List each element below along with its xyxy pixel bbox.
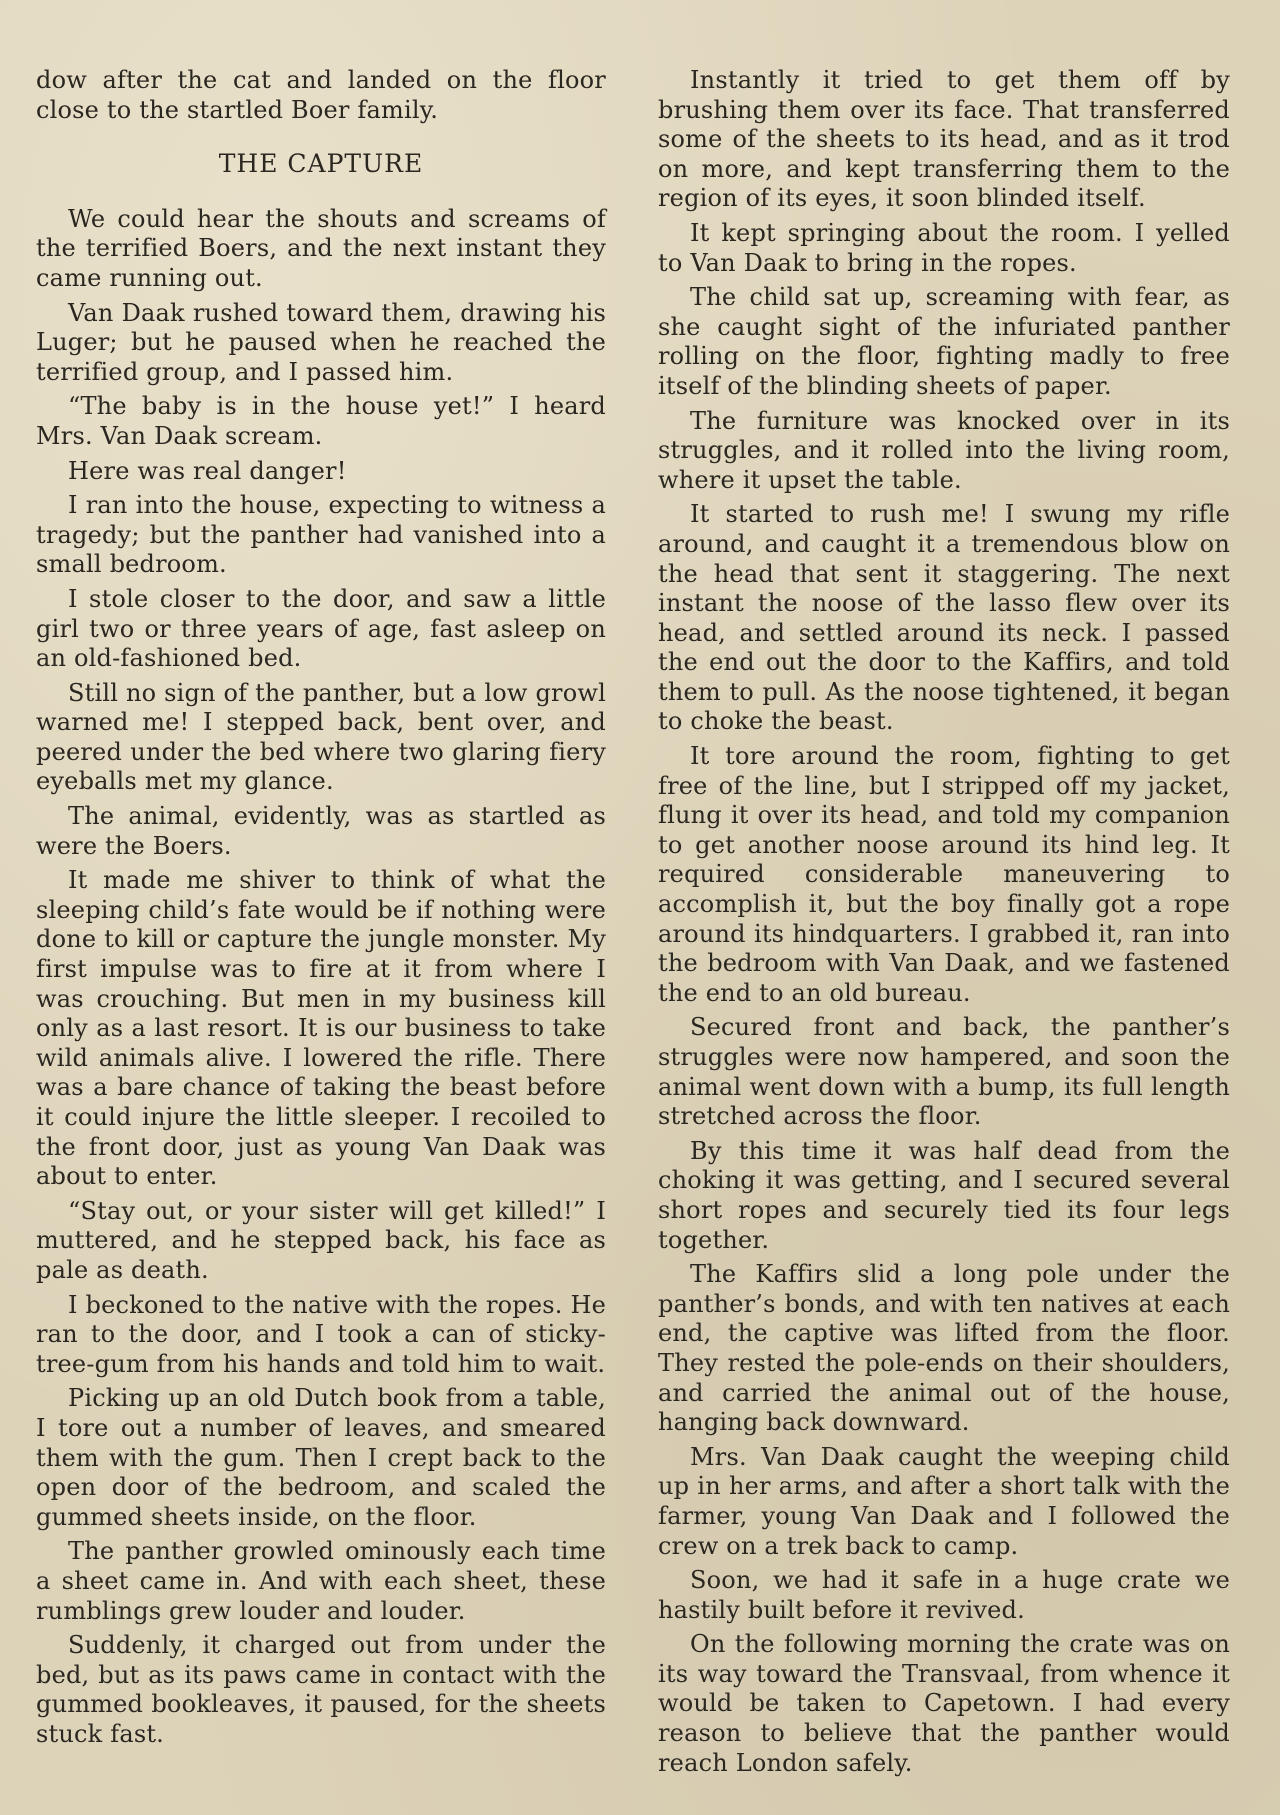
- paragraph: The panther growled ominously each time a sheet came in. And with each sheet, these rumblings grew louder and louder.: [36, 1537, 606, 1625]
- paragraph: Here was real danger!: [68, 456, 347, 485]
- paragraph: It started to rush me! I swung my rifle around, and caught it a tremendous blow on the head that sent it staggering. The next instant the noose of the lasso flew over its head, and settled around its neck. I passed the end out the door to the Kaffirs, and told them to pull. As the noose tightened, it began to choke the beast.: [658, 500, 1230, 736]
- paragraph: It kept springing about the room. I yelled to Van Daak to bring in the ropes.: [658, 218, 1230, 277]
- paragraph: Picking up an old Dutch book from a table, I tore out a number of leaves, and smeared them with the gum. Then I crept back to the open door of the bedroom, and scaled the gummed sheets inside, on the floor.: [36, 1384, 606, 1531]
- paragraph: Still no sign of the panther, but a low growl warned me! I stepped back, bent over, and peered under the bed where two glaring fiery eyeballs met my glance.: [36, 678, 606, 796]
- paragraph: I beckoned to the native with the ropes. He ran to the door, and I took a can of sticky-tree-gum from his hands and told him to wait.: [36, 1290, 606, 1378]
- left-column: [36, 66, 606, 1754]
- paragraph: I ran into the house, expecting to witness a tragedy; but the panther had vanished into a small bedroom.: [36, 491, 606, 579]
- paragraph: Secured front and back, the panther’s struggles were now hampered, and soon the animal went down with a bump, its full length stretched across the floor.: [658, 1013, 1230, 1131]
- paragraph: dow after the cat and landed on the floor close to the startled Boer family.: [36, 66, 606, 124]
- paragraph: Mrs. Van Daak caught the weeping child up in her arms, and after a short talk with the farmer, young Van Daak and I followed the crew on a trek back to camp.: [658, 1442, 1230, 1560]
- paragraph: The Kaffirs slid a long pole under the panther’s bonds, and with ten natives at each end, the captive was lifted from the floor. They rested the pole-ends on their shoulders, and carried the animal out of the house, hanging back downward.: [658, 1260, 1230, 1437]
- paragraph: I stole closer to the door, and saw a little girl two or three years of age, fast asleep on an old-fashioned bed.: [36, 584, 606, 673]
- paragraph: Van Daak rushed toward them, drawing his Luger; but he paused when he reached the terrified group, and I passed him.: [36, 298, 606, 386]
- paragraph: The furniture was knocked over in its struggles, and it rolled into the living room, where it upset the table.: [658, 406, 1230, 494]
- paragraph: “The baby is in the house yet!” I heard Mrs. Van Daak scream.: [36, 392, 606, 450]
- paragraph: Soon, we had it safe in a huge crate we hastily built before it revived.: [658, 1566, 1230, 1624]
- section-heading: THE CAPTURE: [218, 149, 424, 179]
- paragraph: Suddenly, it charged out from under the bed, but as its paws came in contact with the gummed bookleaves, it paused, for the sheets stuck fast.: [36, 1631, 606, 1748]
- paragraph: By this time it was half dead from the choking it was getting, and I secured several short ropes and securely tied its four legs together.: [658, 1136, 1230, 1254]
- paragraph: We could hear the shouts and screams of the terrified Boers, and the next instant they came running out.: [36, 204, 606, 292]
- paragraph: It made me shiver to think of what the sleeping child’s fate would be if nothing were done to kill or capture the jungle monster. My first impulse was to fire at it from where I was crouching. But men in my business kill only as a last resort. It is our business to take wild animals alive. I lowered the rifle. There was a bare chance of taking the beast before it could injure the little sleeper. I recoiled to the front door, just as young Van Daak was about to enter.: [36, 866, 606, 1191]
- paragraph: The animal, evidently, was as startled as were the Boers.: [36, 802, 606, 860]
- paragraph: “Stay out, or your sister will get killed!” I muttered, and he stepped back, his face as pale as death.: [36, 1196, 606, 1284]
- paragraph: It tore around the room, fighting to get free of the line, but I stripped off my jacket, flung it over its head, and told my companion to get another noose around its hind leg. It required considerable maneuvering to accomplish it, but the boy finally got a rope around its hindquarters. I grabbed it, ran into the bedroom with Van Daak, and we fastened the end to an old bureau.: [658, 742, 1230, 1007]
- right-column: [658, 66, 1230, 1783]
- paragraph: The child sat up, screaming with fear, as she caught sight of the infuriated panther rolling on the floor, fighting madly to free itself of the blinding sheets of paper.: [658, 283, 1230, 400]
- paragraph: Instantly it tried to get them off by brushing them over its face. That transferred some of the sheets to its head, and as it trod on more, and kept transferring them to the region of its eyes, it soon blinded itself.: [658, 66, 1230, 213]
- paragraph: On the following morning the crate was on its way toward the Transvaal, from whence it would be taken to Capetown. I had every reason to believe that the panther would reach London safely.: [658, 1630, 1230, 1777]
